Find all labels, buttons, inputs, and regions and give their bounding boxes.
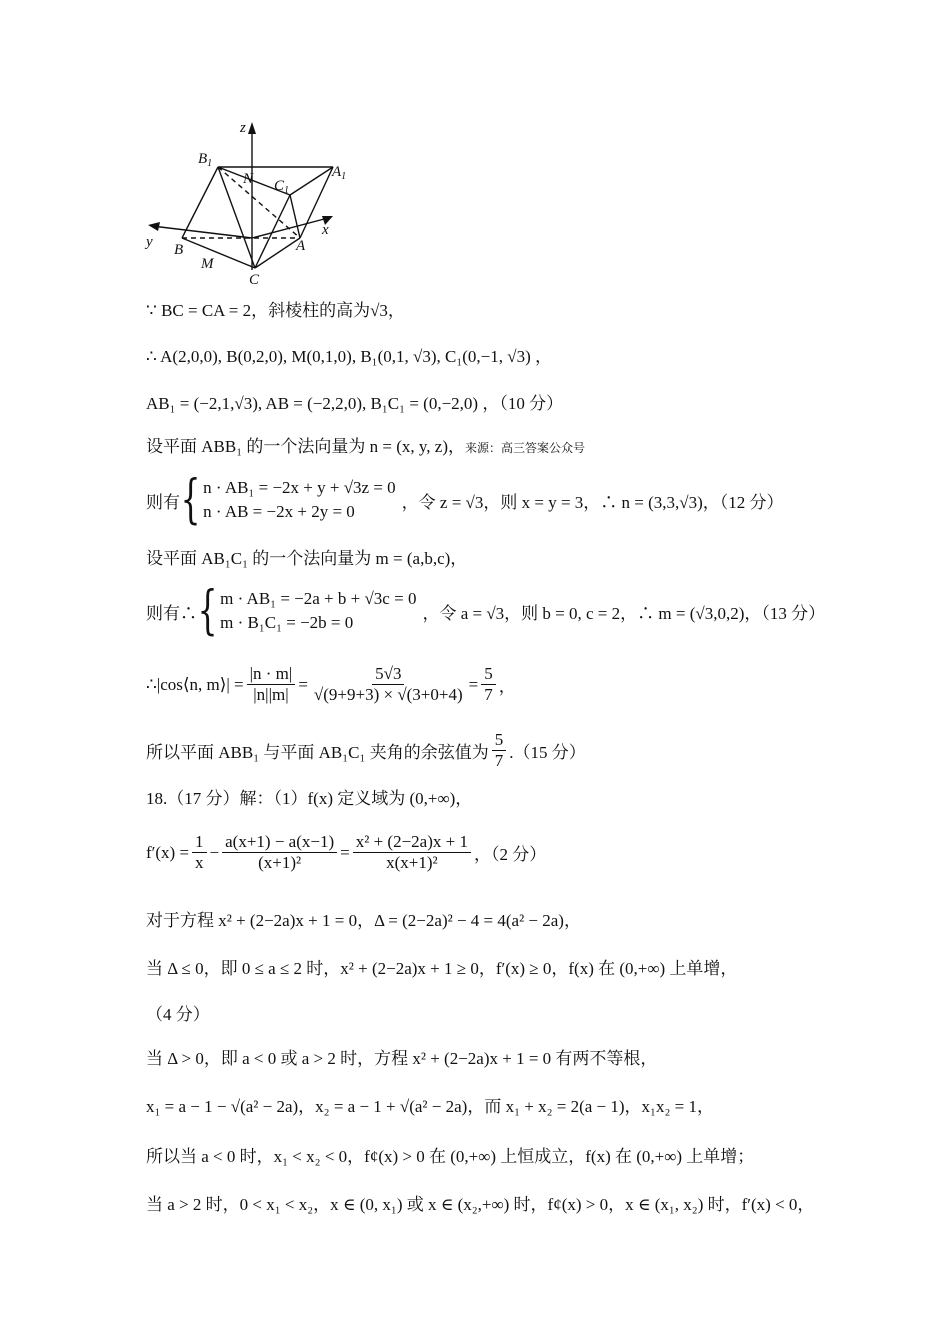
- label-z: z: [240, 120, 246, 136]
- system-n: 则有 { n · AB₁ = −2x + y + √3z = 0 n · AB = −2x + 2y = 0 ，令 z = √3，则 x = y = 3，∴ n = (3,3,√3)，（12 分）: [146, 470, 784, 530]
- line-normal-m: 设平面 AB₁C₁ 的一个法向量为 m = (a,b,c)，: [146, 549, 468, 568]
- problem-18-header: 18.（17 分）解：（1）f(x) 定义域为 (0,+∞)，: [146, 789, 473, 808]
- system-m-eq2: m · B₁C₁ = −2b = 0: [220, 613, 354, 632]
- line-roots: x₁ = a − 1 − √(a² − 2a)，x₂ = a − 1 + √(a² − 2a)，而 x₁ + x₂ = 2(a − 1)，x₁x₂ = 1，: [146, 1097, 714, 1116]
- label-A1: $A_1$: [332, 164, 347, 182]
- source-note: 来源：高三答案公众号: [464, 441, 585, 455]
- label-B1: $B_1$: [198, 151, 213, 169]
- cosine-computation: ∴|cos⟨n, m⟩| = $\frac{|n \cdot m|}{|n||m|}$ = $\frac{5√3}{√(9+9+3) \times √(3+0+4)}$ = $\frac{5}{7}$ ，: [146, 664, 516, 704]
- label-B: B: [174, 242, 184, 258]
- label-N: N: [243, 171, 254, 187]
- label-x: x: [322, 222, 329, 238]
- system-n-eq2: n · AB = −2x + 2y = 0: [203, 502, 355, 521]
- line-case-delta-le-0: 当 Δ ≤ 0，即 0 ≤ a ≤ 2 时，x² + (2−2a)x + 1 ≥ 0，f′(x) ≥ 0，f(x) 在 (0,+∞) 上单增，: [146, 959, 738, 978]
- line-coordinates: ∴ A(2,0,0), B(0,2,0), M(0,1,0), B₁(0,1, √3), C₁(0,−1, √3) ，: [146, 347, 552, 366]
- system-m-eq1: m · AB₁ = −2a + b + √3c = 0: [220, 589, 417, 608]
- line-discriminant: 对于方程 x² + (2−2a)x + 1 = 0，Δ = (2−2a)² − 4 = 4(a² − 2a)，: [146, 911, 581, 930]
- line-conclusion: 所以平面 ABB₁ 与平面 AB₁C₁ 夹角的余弦值为 $\frac{5}{7}$ .（15 分）: [146, 730, 586, 770]
- label-C1: $C_1$: [274, 178, 290, 196]
- line-score-4: （4 分）: [146, 1005, 210, 1024]
- line-normal-n: 设平面 ABB₁ 的一个法向量为 n = (x, y, z)，来源：高三答案公众号: [146, 437, 585, 456]
- label-M: M: [201, 256, 214, 272]
- derivative-formula: f′(x) = $\frac{1}{x}$ − $\frac{a(x+1) - a(x-1)}{\text{(x+1)²}}$ = $\frac{\text{x² + (2−2a)x + 1}}{\text{x(x+1)²}}$ ，（2 分）: [146, 832, 547, 872]
- label-y: y: [146, 234, 153, 250]
- label-A: A: [296, 238, 306, 254]
- line-vectors: AB₁ = (−2,1,√3), AB = (−2,2,0), B₁C₁ = (0,−2,0) ，（10 分）: [146, 394, 564, 413]
- line-case-delta-gt-0: 当 Δ > 0，即 a < 0 或 a > 2 时，方程 x² + (2−2a)x + 1 = 0 有两不等根，: [146, 1049, 658, 1068]
- prism-figure: [140, 115, 370, 295]
- system-n-eq1: n · AB₁ = −2x + y + √3z = 0: [203, 478, 396, 497]
- label-C: C: [249, 272, 260, 288]
- system-m: 则有∴ { m · AB₁ = −2a + b + √3c = 0 m · B₁C₁ = −2b = 0 ，令 a = √3，则 b = 0, c = 2，∴ m = (√3,0,2)，（13 分）: [146, 581, 826, 641]
- line-case-a-gt-2: 当 a > 2 时，0 < x₁ < x₂，x ∈ (0, x₁) 或 x ∈ (x₂,+∞) 时，f¢(x) > 0，x ∈ (x₁, x₂) 时，f′(x) < 0，: [146, 1195, 815, 1214]
- line-case-a-lt-0: 所以当 a < 0 时，x₁ < x₂ < 0，f¢(x) > 0 在 (0,+∞) 上恒成立，f(x) 在 (0,+∞) 上单增；: [146, 1147, 755, 1166]
- line-given: ∵ BC = CA = 2，斜棱柱的高为√3，: [146, 301, 405, 320]
